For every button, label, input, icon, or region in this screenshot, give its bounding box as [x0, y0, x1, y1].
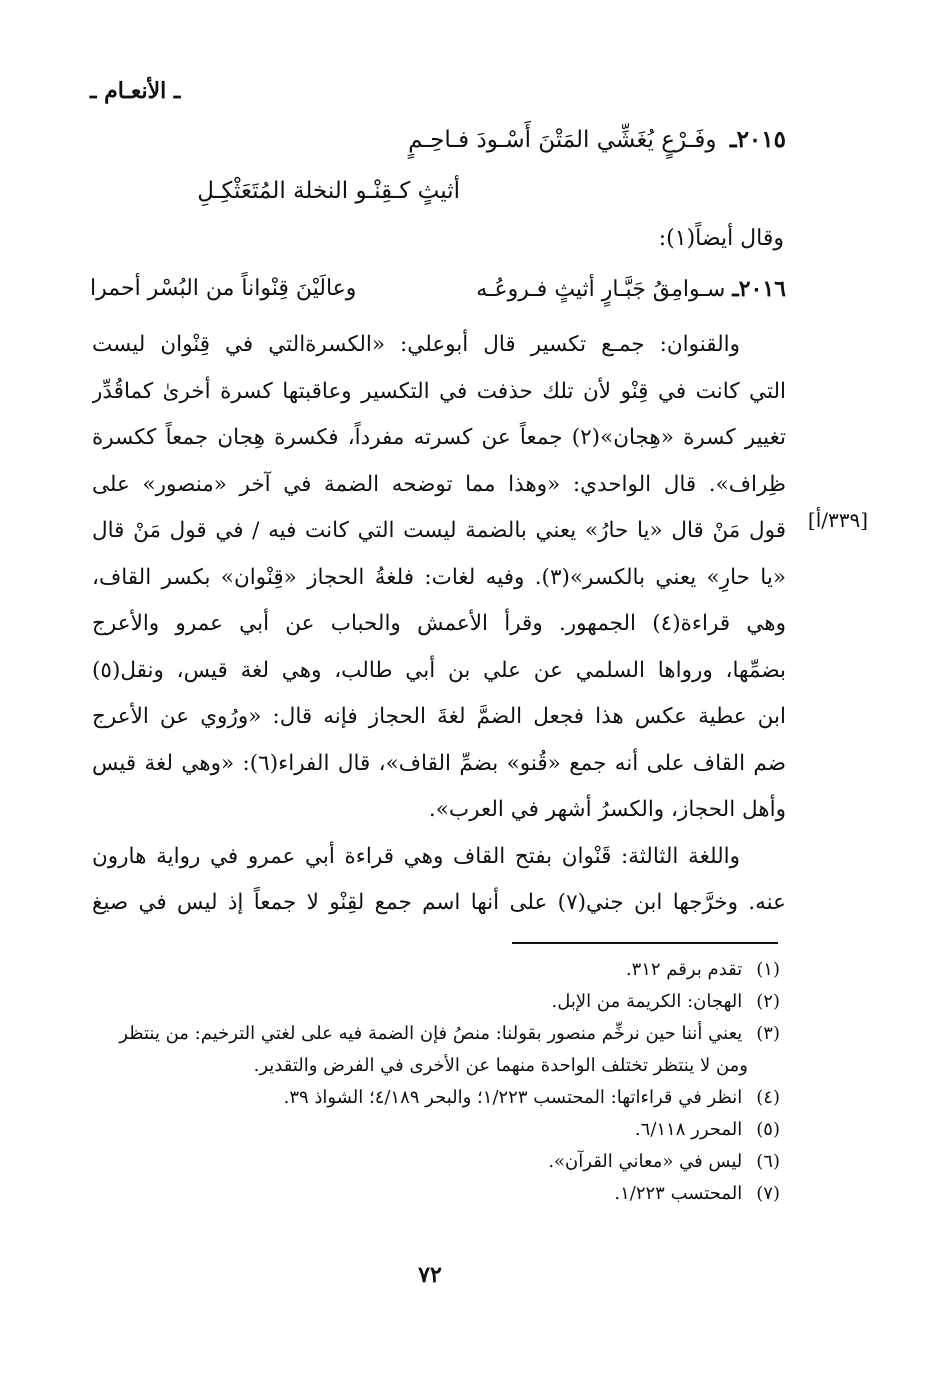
footnote — [80, 1178, 780, 1210]
footnote — [80, 1018, 780, 1050]
footnote-text: ليس في «معاني القرآن». — [548, 1151, 743, 1172]
paragraph-1 — [92, 322, 786, 834]
footnote-text: تقدم برقم ٣١٢. — [625, 959, 743, 980]
verse-text: وفَـرْعٍ يُغَشِّي المَتْنَ أَسْـودَ فـاحِـمٍ — [408, 127, 717, 153]
footnote-number: (٣) — [756, 1023, 780, 1044]
text-line: بضمِّها، ورواها السلمي عن علي بن أبي طالب، وهي لغة قيس، ونقل(٥) — [92, 657, 786, 683]
main-text — [92, 322, 786, 927]
footnotes — [80, 954, 780, 1210]
verse-2016-second-hemistich: وعالَيْنَ قِنْواناً من البُسْر أحمرا — [90, 276, 357, 301]
footnote — [80, 954, 780, 986]
text-line: تغيير كسرة «هِجان»(٢) جمعاً عن كسرته مفرداً، فكسرة هِجان جمعاً ككسرة — [92, 425, 786, 450]
verse-number: ٢٠١٦ـ — [732, 276, 786, 302]
footnote-text: يعني أننا حين نرخِّم منصور بقولنا: منصُ فإن الضمة فيه على لغتي الترخيم: من ينتظر — [119, 1023, 743, 1044]
text-line: ضم القاف على أنه جمع «قُنو» بضمِّ القاف»، قال الفراء(٦): «وهي لغة قيس — [92, 750, 786, 776]
text-line: وهي قراءة(٤) الجمهور. وقرأ الأعمش والحباب عن أبي عمرو والأعرج — [92, 611, 786, 636]
footnote-number: (٧) — [756, 1183, 780, 1204]
running-header: ـ الأنعـام ـ — [90, 78, 181, 104]
footnote — [80, 1114, 780, 1146]
text-line: التي كانت في قِنْو لأن تلك حذفت في التكسير وعاقبتها كسرة أخرىٰ كماقُدِّر — [92, 378, 786, 404]
footnote — [80, 1146, 780, 1178]
footnote-text: المحتسب ١/٢٢٣. — [614, 1183, 743, 1204]
text-line: «يا حارِ» يعني بالكسر»(٣). وفيه لغات: فلغةُ الحجاز «قِنْوان» بكسر القاف، — [92, 564, 786, 590]
verse-number: ٢٠١٥ـ — [729, 126, 786, 153]
footnote-number: (٥) — [756, 1119, 780, 1140]
footnote-number: (٦) — [756, 1151, 780, 1172]
footnote-divider — [512, 942, 778, 944]
footnote-continuation: ومن لا ينتظر تختلف الواحدة منهما عن الأخرى في الفرض والتقدير. — [253, 1055, 748, 1076]
text-line: واللغة الثالثة: قَنْوان بفتح القاف وهي قراءة أبي عمرو في رواية هارون — [92, 843, 740, 869]
footnote — [80, 1082, 780, 1114]
verse-intro: وقال أيضاً(١): — [658, 226, 784, 251]
verse-text: سـوامِقُ جَبَّـارٍ أثيثٍ فـروعُـه — [476, 277, 726, 302]
footnote-text: المحرر ٦/١١٨. — [634, 1119, 743, 1140]
manuscript-folio-marker: [٣٣٩/أ] — [807, 508, 869, 532]
text-line: ابن عطية عكس هذا فجعل الضمَّ لغةَ الحجاز فإنه قال: «ورُوي عن الأعرج — [92, 704, 786, 729]
verse-2016-first-hemistich — [476, 276, 786, 302]
footnote-number: (١) — [756, 959, 780, 980]
paragraph-2 — [92, 834, 786, 927]
footnote-number: (٢) — [756, 991, 780, 1012]
verse-2015-line-2: أثيثٍ كـقِنْـو النخلة المُتَعَثْكِـلِ — [197, 178, 460, 204]
footnote-number: (٤) — [756, 1087, 780, 1108]
text-line: قول مَنْ قال «يا حارُ» يعني بالضمة ليست التي كانت فيه / في قول مَنْ قال — [92, 518, 786, 543]
footnote-text: انظر في قراءاتها: المحتسب ١/٢٢٣؛ والبحر ٤/١٨٩؛ الشواذ ٣٩. — [283, 1087, 743, 1108]
page-number: ٧٢ — [418, 1262, 442, 1288]
footnote — [80, 986, 780, 1018]
verse-2015-line-1 — [286, 126, 786, 153]
text-line: ظِراف». قال الواحدي: «وهذا مما توضحه الضمة في آخر «منصور» على — [92, 471, 786, 497]
text-line: وأهل الحجاز، والكسرُ أشهر في العرب». — [428, 797, 786, 822]
text-line: والقنوان: جمـع تكسير قال أبوعلي: «الكسرةالتي في قِنْوان ليست — [92, 332, 740, 357]
footnote-text: الهجان: الكريمة من الإبل. — [551, 991, 743, 1012]
text-line: عنه. وخرَّجها ابن جني(٧) على أنها اسم جمع لقِنْو لا جمعاً إذ ليس في صيغ — [92, 890, 786, 915]
